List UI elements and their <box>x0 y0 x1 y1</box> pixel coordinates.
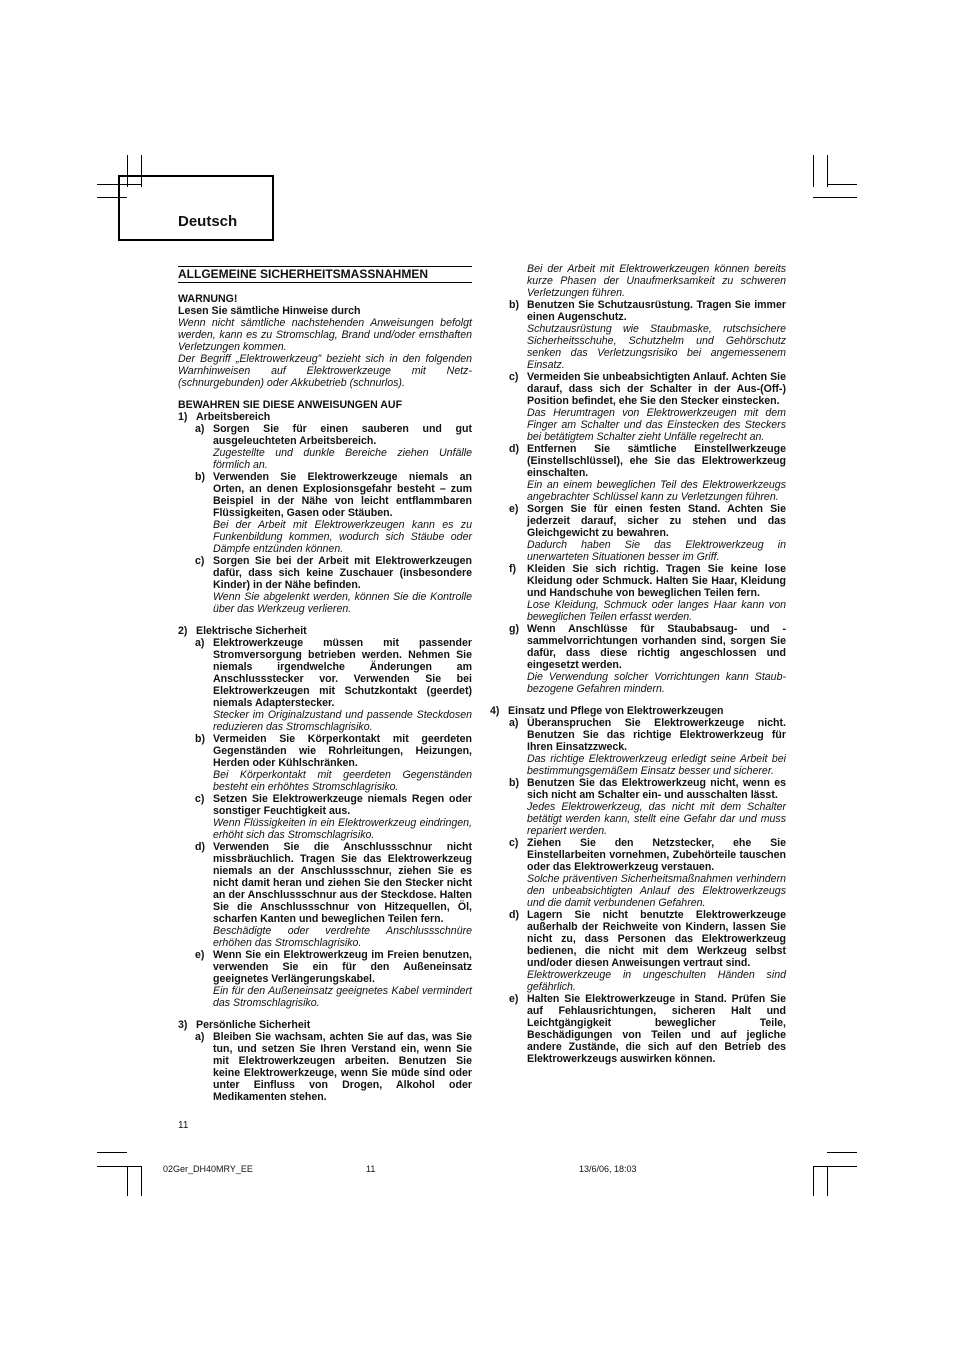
crop-mark <box>827 1166 828 1196</box>
item-explanation: Elektrowerkzeuge in ungeschulten Händen sind gefährlich. <box>527 969 786 993</box>
item-explanation: Wenn Flüssigkeiten in ein Elektrowerkzeug eindringen, erhöht sich das Stromschlagrisiko. <box>213 817 472 841</box>
list-item <box>195 637 472 733</box>
item-instruction: Kleiden Sie sich richtig. Tragen Sie keine lose Kleidung oder Schmuck. Halten Sie Haar, Kleidung und Handschuhe von beweglichen Teilen fern. <box>527 563 786 599</box>
item-instruction: Sorgen Sie für einen festen Stand. Achten Sie jederzeit darauf, sicher zu stehen und das Gleichgewicht zu bewahren. <box>527 503 786 539</box>
page-number: 11 <box>178 1120 189 1131</box>
item-label: d) <box>509 909 519 921</box>
item-label: c) <box>509 371 519 383</box>
item-instruction: Verwenden Sie die Anschlussschnur nicht missbräuchlich. Tragen Sie das Elektrowerkzeug niemals an der Anschlussschnur, ziehen Sie es nicht damit heran und ziehen Sie den Stecker nicht an der Anschlussschnur aus der Steckdose. Halten Sie die Anschlussschnur von Hitzequellen, Öl, scharfen Kanten und beweglichen Teilen fern. <box>213 841 472 925</box>
item-instruction: Verwenden Sie Elektrowerkzeuge niemals an Orten, an denen Explosionsgefahr besteht – zum Beispiel in der Nähe von leicht entflammbaren Flüssigkeiten, Gasen oder Stäuben. <box>213 471 472 519</box>
item-explanation: Bei der Arbeit mit Elektrowerkzeugen kann es zu Funkenbildung kommen, wodurch sich Stäube oder Dämpfe entzünden können. <box>213 519 472 555</box>
group4-items <box>490 717 786 1065</box>
warning-subtitle: Lesen Sie sämtliche Hinweise durch <box>178 305 361 317</box>
item-instruction: Vermeiden Sie Körperkontakt mit geerdeten Gegenständen wie Rohrleitungen, Heizungen, Herden oder Kühlschränken. <box>213 733 472 769</box>
section-title: ALLGEMEINE SICHERHEITSMASSNAHMEN <box>178 266 472 283</box>
item-label: c) <box>509 837 519 849</box>
item-explanation: Schutzausrüstung wie Staubmaske, rutschsichere Sicherheitsschuhe, Schutzhelm und Gehörschutz senken das Verletzungsrisiko bei angemessenem Einsatz. <box>527 323 786 371</box>
item-label: b) <box>195 733 205 745</box>
list-item <box>509 371 786 443</box>
list-item <box>195 841 472 949</box>
list-item <box>195 471 472 555</box>
item-explanation: Lose Kleidung, Schmuck oder langes Haar kann von beweglichen Teilen erfasst werden. <box>527 599 786 623</box>
item-explanation: Beschädigte oder verdrehte Anschlussschnüre erhöhen das Stromschlagrisiko. <box>213 925 472 949</box>
item-explanation: Bei Körperkontakt mit geerdeten Gegenständen besteht ein erhöhtes Stromschlagrisiko. <box>213 769 472 793</box>
item-explanation: Das Herumtragen von Elektrowerkzeugen mit dem Finger am Schalter und das Einstecken des Steckers bei betätigtem Schalter zieht Unfälle regelrecht an. <box>527 407 786 443</box>
crop-mark <box>813 155 814 187</box>
item-label: c) <box>195 555 205 567</box>
keep-instructions-title: BEWAHREN SIE DIESE ANWEISUNGEN AUF <box>178 399 403 411</box>
item-explanation: Zugestellte und dunkle Bereiche ziehen Unfälle förmlich an. <box>213 447 472 471</box>
item-explanation: Das richtige Elektrowerkzeug erledigt seine Arbeit bei bestimmungsgemäßem Einsatz besser und sicherer. <box>527 753 786 777</box>
list-item <box>195 423 472 471</box>
item-instruction: Elektrowerkzeuge müssen mit passender Stromversorgung betrieben werden. Nehmen Sie niemals irgendwelche Änderungen am Anschlussstecker vor. Verwenden Sie bei Elektrowerkzeugen mit Schutzkontakt (geerdet) niemals Adapterstecker. <box>213 637 472 709</box>
item-instruction: Bleiben Sie wachsam, achten Sie auf das, was Sie tun, und setzen Sie Ihren Verstand ein, wenn Sie mit Elektrowerkzeugen arbeiten. Benutzen Sie keine Elektrowerkzeuge, wenn Sie müde sind oder unter Einfluss von Drogen, Alkohol oder Medikamenten stehen. <box>213 1031 472 1103</box>
groups-container <box>178 411 472 1103</box>
list-item <box>509 299 786 371</box>
item-label: d) <box>195 841 205 853</box>
item-label: g) <box>509 623 519 635</box>
print-date: 13/6/06, 18:03 <box>579 1164 637 1174</box>
list-item <box>195 1031 472 1103</box>
crop-mark <box>97 1152 127 1153</box>
item-label: b) <box>509 299 519 311</box>
warning-title: WARNUNG! <box>178 293 238 305</box>
item-explanation: Dadurch haben Sie das Elektrowerkzeug in unerwarteten Situationen besser im Griff. <box>527 539 786 563</box>
list-item <box>195 733 472 793</box>
item-instruction: Halten Sie Elektrowerkzeuge in Stand. Prüfen Sie auf Fehlausrichtungen, sicheren Halt und Leichtgängigkeit beweglicher Teile, Beschädigungen von Teilen und auf jegliche andere Zustände, die sich auf den Betrieb des Elektrowerkzeugs auswirken können. <box>527 993 786 1065</box>
group-heading: 2) Elektrische Sicherheit <box>178 625 307 637</box>
item-label: f) <box>509 563 517 575</box>
item-label: e) <box>509 993 519 1005</box>
group-heading: 3) Persönliche Sicherheit <box>178 1019 311 1031</box>
item-instruction: Sorgen Sie für einen sauberen und gut ausgeleuchteten Arbeitsbereich. <box>213 423 472 447</box>
crop-mark <box>827 184 857 185</box>
crop-mark <box>827 1152 857 1153</box>
list-item <box>509 717 786 777</box>
file-page: 11 <box>366 1164 376 1174</box>
item-instruction: Setzen Sie Elektrowerkzeuge niemals Regen oder sonstiger Feuchtigkeit aus. <box>213 793 472 817</box>
group-heading: 1) Arbeitsbereich <box>178 411 271 423</box>
warning-text: Der Begriff „Elektrowerkzeug” bezieht sich in den folgenden Warnhinweisen auf Elektrowerkzeuge mit Netz-(schnurgebunden) oder Akkubetrieb (schnurlos). <box>178 353 472 389</box>
item-instruction: Lagern Sie nicht benutzte Elektrowerkzeuge außerhalb der Reichweite von Kindern, lassen Sie nicht zu, dass Personen das Elektrowerkzeug bedienen, die nicht mit dem Werkzeug selbst und/oder diesen Anweisungen vertraut sind. <box>527 909 786 969</box>
right-column <box>490 263 786 1065</box>
item-explanation: Ein für den Außeneinsatz geeignetes Kabel vermindert das Stromschlagrisiko. <box>213 985 472 1009</box>
item-explanation: Die Verwendung solcher Vorrichtungen kann Staub-bezogene Gefahren mindern. <box>527 671 786 695</box>
warning-text: Wenn nicht sämtliche nachstehenden Anweisungen befolgt werden, kann es zu Stromschlag, Brand und/oder ernsthaften Verletzungen kommen. <box>178 317 472 353</box>
crop-mark <box>813 1166 814 1196</box>
list-item <box>195 949 472 1009</box>
list-item <box>195 793 472 841</box>
item-label: a) <box>195 1031 205 1043</box>
list-item <box>509 777 786 837</box>
item-label: d) <box>509 443 519 455</box>
item-explanation: Solche präventiven Sicherheitsmaßnahmen verhindern den unbeabsichtigten Anlauf des Elektrowerkzeugs und die damit verbundenen Gefahren. <box>527 873 786 909</box>
item-instruction: Vermeiden Sie unbeabsichtigten Anlauf. Achten Sie darauf, dass sich der Schalter in der Aus-(Off-) Position befindet, ehe Sie den Stecker einstecken. <box>527 371 786 407</box>
list-item <box>509 563 786 623</box>
item-explanation: Stecker im Originalzustand und passende Steckdosen reduzieren das Stromschlagrisiko. <box>213 709 472 733</box>
item-label: e) <box>195 949 205 961</box>
item-label: b) <box>195 471 205 483</box>
list-item <box>509 503 786 563</box>
item-label: a) <box>509 717 519 729</box>
group-heading: 4) Einsatz und Pflege von Elektrowerkzeugen <box>490 705 724 717</box>
language-tab <box>118 175 274 241</box>
list-item <box>509 443 786 503</box>
list-item <box>195 555 472 615</box>
item-label: b) <box>509 777 519 789</box>
item-label: c) <box>195 793 205 805</box>
item-label: a) <box>195 637 205 649</box>
list-item <box>509 837 786 909</box>
list-item <box>509 909 786 993</box>
item-instruction: Ziehen Sie den Netzstecker, ehe Sie Einstellarbeiten vornehmen, Zubehörteile tauschen oder das Elektrowerkzeug verstauen. <box>527 837 786 873</box>
crop-mark <box>813 197 857 198</box>
item-instruction: Benutzen Sie Schutzausrüstung. Tragen Sie immer einen Augenschutz. <box>527 299 786 323</box>
language-label: Deutsch <box>178 213 238 230</box>
file-name: 02Ger_DH40MRY_EE <box>163 1164 253 1174</box>
item-instruction: Wenn Anschlüsse für Staubabsaug- und -sammelvorrichtungen vorhanden sind, sorgen Sie dafür, dass diese richtig angeschlossen und eingesetzt werden. <box>527 623 786 671</box>
list-item <box>509 623 786 695</box>
crop-mark <box>827 155 828 187</box>
intro-text: Bei der Arbeit mit Elektrowerkzeugen können bereits kurze Phasen der Unaufmerksamkeit zu schweren Verletzungen führen. <box>527 263 786 299</box>
item-explanation: Wenn Sie abgelenkt werden, können Sie die Kontrolle über das Werkzeug verlieren. <box>213 591 472 615</box>
item-instruction: Benutzen Sie das Elektrowerkzeug nicht, wenn es sich nicht am Schalter ein- und ausschalten lässt. <box>527 777 786 801</box>
crop-mark <box>97 1166 141 1167</box>
item-instruction: Entfernen Sie sämtliche Einstellwerkzeuge (Einstellschlüssel), ehe Sie das Elektrowerkzeug einschalten. <box>527 443 786 479</box>
crop-mark <box>813 1166 857 1167</box>
col2-items <box>490 299 786 695</box>
item-label: e) <box>509 503 519 515</box>
item-instruction: Sorgen Sie bei der Arbeit mit Elektrowerkzeugen dafür, dass sich keine Zuschauer (insbesondere Kinder) in der Nähe befinden. <box>213 555 472 591</box>
left-column <box>178 266 472 1103</box>
crop-mark <box>141 1166 142 1196</box>
crop-mark <box>127 1166 128 1196</box>
item-explanation: Jedes Elektrowerkzeug, das nicht mit dem Schalter betätigt werden kann, stellt eine Gefahr dar und muss repariert werden. <box>527 801 786 837</box>
item-instruction: Überanspruchen Sie Elektrowerkzeuge nicht. Benutzen Sie das richtige Elektrowerkzeug für Ihren Einsatzzweck. <box>527 717 786 753</box>
list-item <box>509 993 786 1065</box>
item-explanation: Ein an einem beweglichen Teil des Elektrowerkzeugs angebrachter Schlüssel kann zu Verletzungen führen. <box>527 479 786 503</box>
item-instruction: Wenn Sie ein Elektrowerkzeug im Freien benutzen, verwenden Sie ein für den Außeneinsatz geeignetes Verlängerungskabel. <box>213 949 472 985</box>
item-label: a) <box>195 423 205 435</box>
